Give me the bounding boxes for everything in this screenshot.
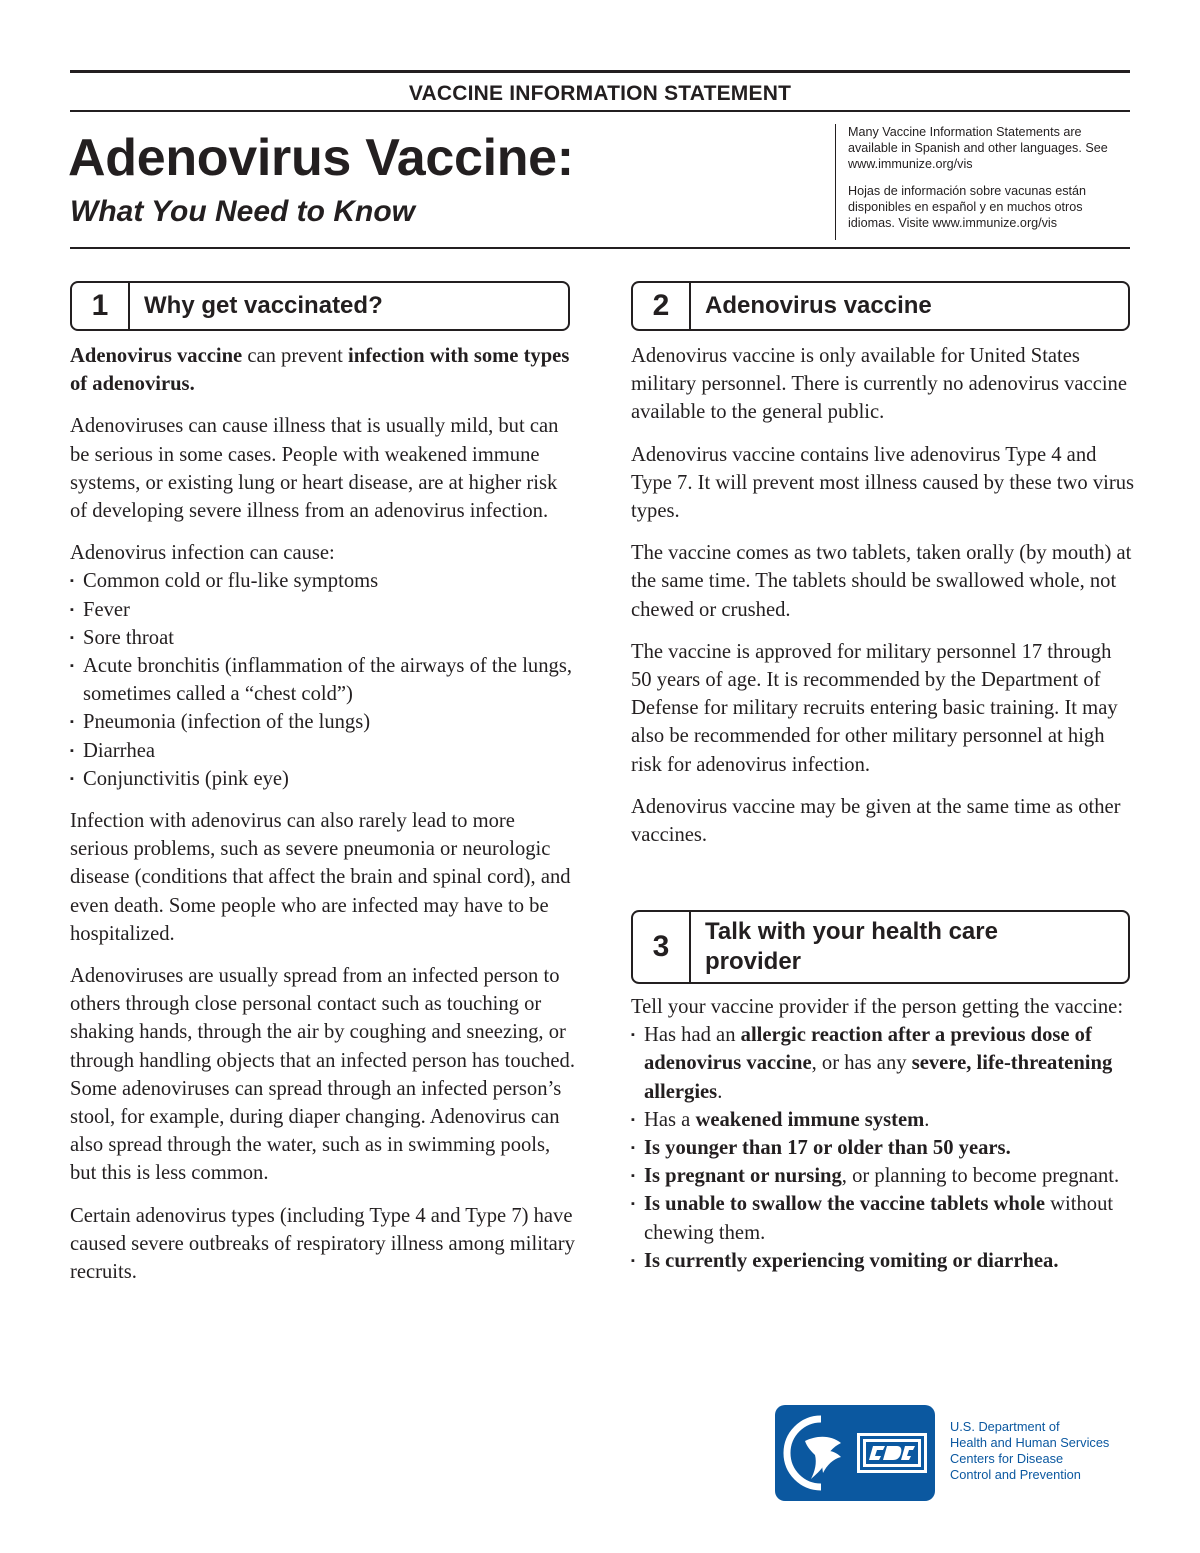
top-rule xyxy=(70,70,1130,73)
list-item: ▪ Conjunctivitis (pink eye) xyxy=(70,765,575,793)
section-1-paragraph: Certain adenovirus types (including Type 4 and Type 7) have caused severe outbreaks of respiratory illness among military recruits. xyxy=(70,1204,575,1284)
symptoms-list xyxy=(70,567,575,793)
section-2-number: 2 xyxy=(633,283,691,329)
list-item: ▪ Is pregnant or nursing, or planning to become pregnant. xyxy=(631,1162,1136,1190)
list-item: ▪ Pneumonia (infection of the lungs) xyxy=(70,708,575,736)
section-1-intro: Adenovirus vaccine can prevent infection with some types of adenovirus. xyxy=(70,345,570,396)
language-note-english: Many Vaccine Information Statements are available in Spanish and other languages. See www.immunize.org/vis xyxy=(848,125,1108,172)
symptoms-list-intro: Adenovirus infection can cause: xyxy=(70,542,335,565)
section-1-title: Why get vaccinated? xyxy=(144,292,383,319)
section-1-heading xyxy=(70,281,570,331)
provider-checklist xyxy=(631,1021,1136,1275)
agency-line-4: Control and Prevention xyxy=(950,1467,1081,1482)
page-title: Adenovirus Vaccine: xyxy=(68,129,574,187)
agency-name xyxy=(950,1419,1109,1483)
list-item: ▪ Is unable to swallow the vaccine tablets whole without chewing them. xyxy=(631,1190,1136,1246)
document-type-header: VACCINE INFORMATION STATEMENT xyxy=(408,82,792,105)
list-item: ▪ Has a weakened immune system. xyxy=(631,1106,1136,1134)
language-note-spanish: Hojas de información sobre vacunas están disponibles en español y en muchos otros idiomas. Visite www.immunize.org/vis xyxy=(848,183,1087,231)
section-2-title: Adenovirus vaccine xyxy=(705,292,932,319)
list-item: ▪ Diarrhea xyxy=(70,737,575,765)
page-subtitle: What You Need to Know xyxy=(70,195,415,228)
list-item: ▪ Common cold or flu-like symptoms xyxy=(70,567,575,595)
section-2-paragraph: The vaccine is approved for military personnel 17 through 50 years of age. It is recommended by the Department of Defense for military recruits entering basic training. It may also be recommended for other military personnel at high risk for adenovirus infection. xyxy=(631,640,1118,776)
list-item: ▪ Acute bronchitis (inflammation of the airways of the lungs, sometimes called a “chest cold”) xyxy=(70,652,575,708)
section-1-paragraph: Adenoviruses are usually spread from an infected person to others through close personal contact such as touching or shaking hands, through the air by coughing and sneezing, or through handling objects that an infected person has touched. Some adenoviruses can spread through an infected person’s stool, for example, during diaper changing. Adenovirus can also spread through the water, such as in swimming pools, but this is less common. xyxy=(70,965,575,1185)
header-rule xyxy=(70,110,1130,112)
section-3-body xyxy=(631,993,1136,1289)
section-2-paragraph: Adenovirus vaccine may be given at the same time as other vaccines. xyxy=(631,795,1121,847)
agency-line-3: Centers for Disease xyxy=(950,1451,1064,1466)
agency-line-2: Health and Human Services xyxy=(950,1435,1110,1450)
list-item: ▪ Sore throat xyxy=(70,624,575,652)
logo-badge xyxy=(775,1405,935,1501)
section-1-paragraph: Infection with adenovirus can also rarely lead to more serious problems, such as severe pneumonia or neurologic disease (conditions that affect the brain and spinal cord), and even death. Some people who are infected may have to be hospitalized. xyxy=(70,810,571,945)
agency-logo xyxy=(775,1405,1135,1501)
title-rule xyxy=(70,247,1130,249)
list-item: ▪ Is currently experiencing vomiting or diarrhea. xyxy=(631,1247,1136,1275)
section-2-body xyxy=(631,342,1136,863)
section-1-paragraph: Adenoviruses can cause illness that is usually mild, but can be serious in some cases. People with weakened immune systems, or existing lung or heart disease, are at higher risk of developing severe illness from an adenovirus infection. xyxy=(70,415,559,523)
cdc-logo-icon xyxy=(857,1433,927,1473)
list-item: ▪ Fever xyxy=(70,596,575,624)
section-2-paragraph: Adenovirus vaccine is only available for United States military personnel. There is currently no adenovirus vaccine available to the general public. xyxy=(631,345,1127,424)
agency-line-1: U.S. Department of xyxy=(950,1419,1060,1434)
list-item: ▪ Is younger than 17 or older than 50 years. xyxy=(631,1134,1136,1162)
section-3-intro: Tell your vaccine provider if the person getting the vaccine: xyxy=(631,996,1124,1018)
language-note-divider xyxy=(835,124,836,240)
section-2-paragraph: The vaccine comes as two tablets, taken orally (by mouth) at the same time. The tablets should be swallowed whole, not chewed or crushed. xyxy=(631,542,1132,621)
language-note xyxy=(848,124,1130,241)
section-3-heading xyxy=(631,910,1130,984)
section-2-heading xyxy=(631,281,1130,331)
section-3-title: Talk with your health care provider xyxy=(705,918,998,975)
section-3-number: 3 xyxy=(633,912,691,982)
section-1-number: 1 xyxy=(72,283,130,329)
list-item: ▪ Has had an allergic reaction after a previous dose of adenovirus vaccine, or has any severe, life-threatening allergies. xyxy=(631,1021,1136,1106)
section-1-body xyxy=(70,342,575,1300)
section-2-paragraph: Adenovirus vaccine contains live adenovirus Type 4 and Type 7. It will prevent most illness caused by these two virus types. xyxy=(631,443,1135,523)
